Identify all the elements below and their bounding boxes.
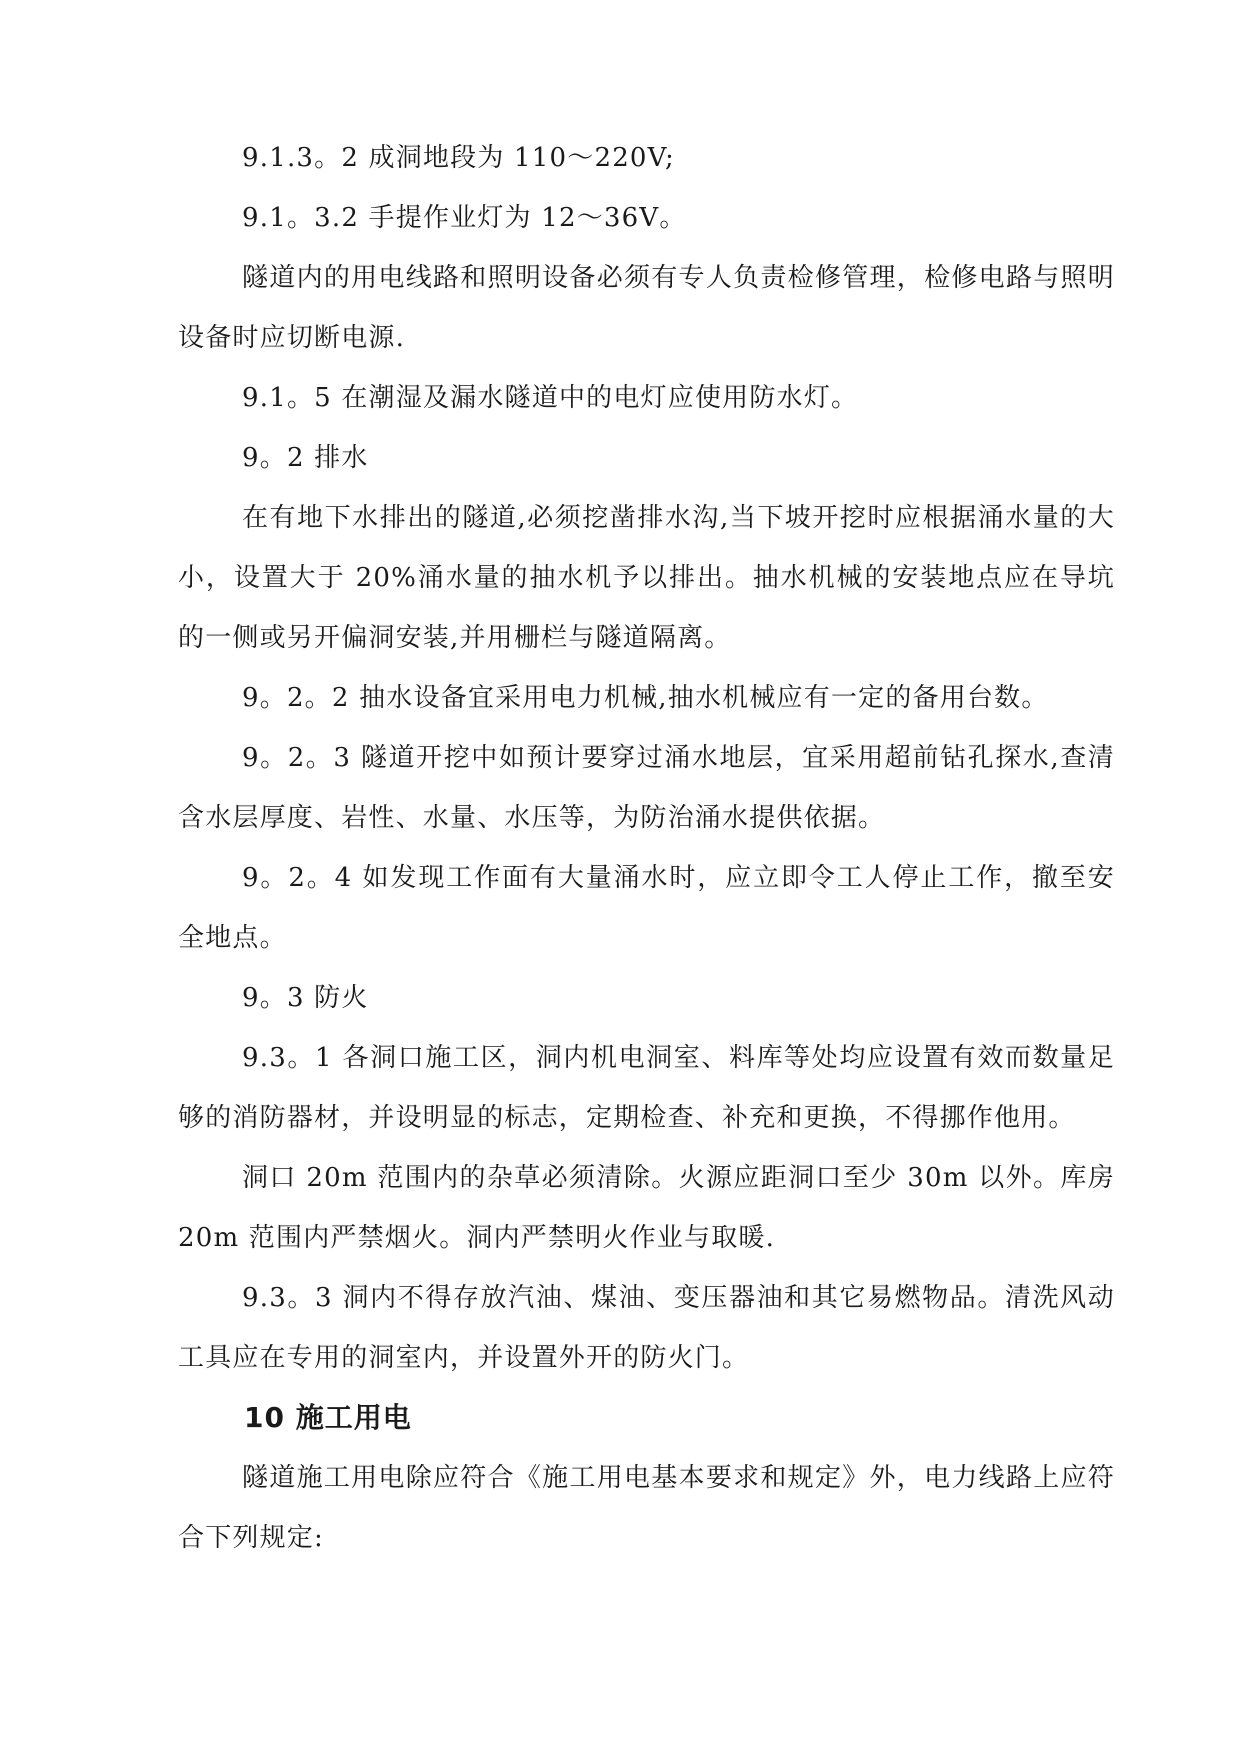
paragraph-9-3-3: 9.3。3 洞内不得存放汽油、煤油、变压器油和其它易燃物品。清洗风动工具应在专用的洞室内，并设置外开的防火门。 xyxy=(178,1283,1115,1373)
paragraph-entrance-20m: 洞口 20m 范围内的杂草必须清除。火源应距洞口至少 30m 以外。库房 20m 范围内严禁烟火。洞内严禁明火作业与取暖. xyxy=(178,1163,1115,1253)
paragraph-9-2-3: 9。2。3 隧道开挖中如预计要穿过涌水地层，宜采用超前钻孔探水,查清含水层厚度、岩性、水量、水压等，为防治涌水提供依据。 xyxy=(178,743,1115,833)
paragraph-9-1-3-2-handheld-lamp: 9.1。3.2 手提作业灯为 12～36V。 xyxy=(242,203,687,233)
paragraph-9-2-4: 9。2。4 如发现工作面有大量涌水时，应立即令工人停止工作，撤至安全地点。 xyxy=(178,863,1115,953)
section-heading-9-3-fire: 9。3 防火 xyxy=(242,983,369,1013)
section-heading-9-2-drainage: 9。2 排水 xyxy=(242,443,369,473)
paragraph-construction-power-intro: 隧道施工用电除应符合《施工用电基本要求和规定》外，电力线路上应符合下列规定: xyxy=(178,1463,1115,1553)
document-body xyxy=(178,128,1115,1568)
paragraph-tunnel-wiring: 隧道内的用电线路和照明设备必须有专人负责检修管理，检修电路与照明设备时应切断电源. xyxy=(178,263,1115,353)
paragraph-9-1-5: 9.1。5 在潮湿及漏水隧道中的电灯应使用防水灯。 xyxy=(242,383,859,413)
paragraph-9-3-1: 9.3。1 各洞口施工区，洞内机电洞室、料库等处均应设置有效而数量足够的消防器材，并设明显的标志，定期检查、补充和更换，不得挪作他用。 xyxy=(178,1043,1115,1133)
section-heading-10-construction-power: 10 施工用电 xyxy=(244,1401,412,1434)
paragraph-drainage-ditch: 在有地下水排出的隧道,必须挖凿排水沟,当下坡开挖时应根据涌水量的大小，设置大于 20%涌水量的抽水机予以排出。抽水机械的安装地点应在导坑的一侧或另开偏洞安装,并用栅栏与隧道隔离。 xyxy=(178,503,1115,653)
paragraph-9-2-2: 9。2。2 抽水设备宜采用电力机械,抽水机械应有一定的备用台数。 xyxy=(242,683,1049,713)
paragraph-9-1-3-2: 9.1.3。2 成洞地段为 110～220V; xyxy=(242,143,675,173)
